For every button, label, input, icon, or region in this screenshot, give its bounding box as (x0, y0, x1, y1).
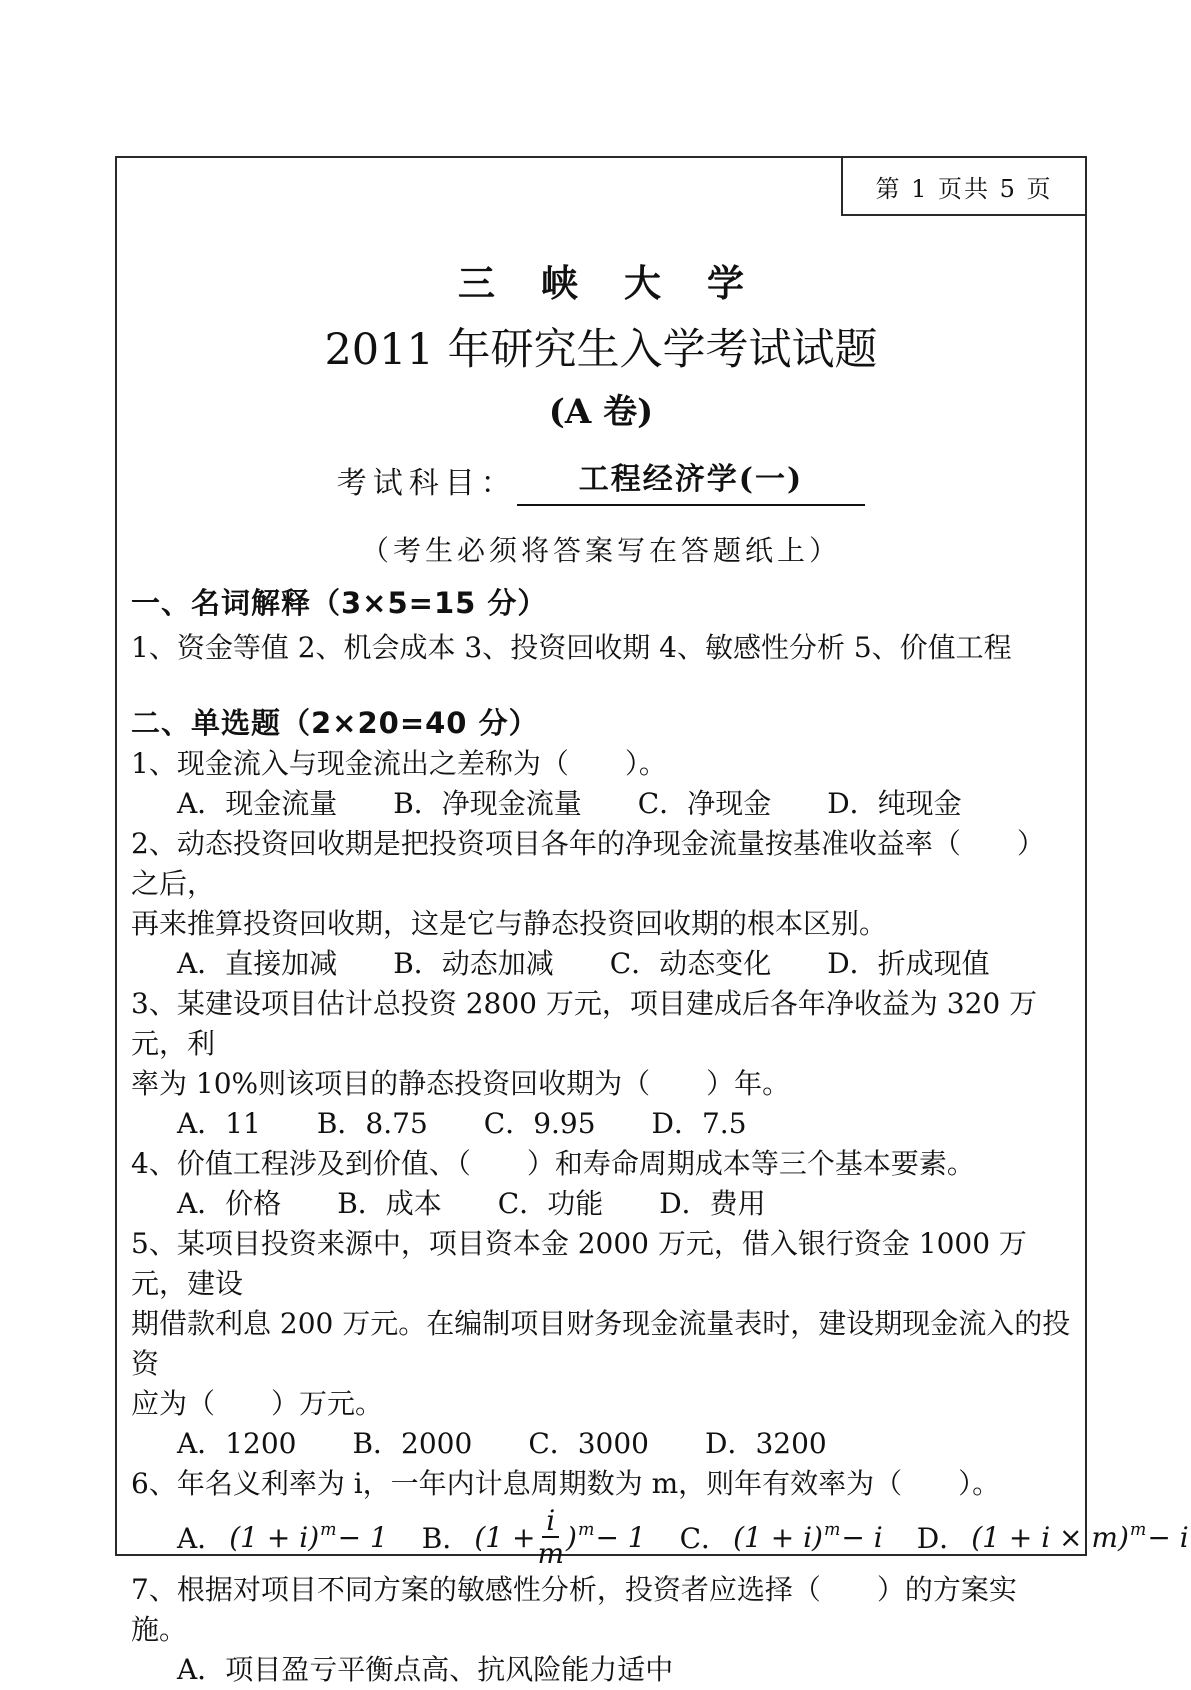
option-b-tail: − 1 (595, 1520, 646, 1554)
question-6-option-a (177, 1517, 388, 1557)
fraction-denominator: m (537, 1537, 565, 1570)
question-6-option-c (680, 1517, 883, 1557)
option-c-tail: − i (841, 1520, 883, 1554)
question-6-option-b (421, 1503, 646, 1570)
question-3-line2: 率为 10%则该项目的静态投资回收期为（ ）年。 (131, 1067, 791, 1100)
question-2-line1: 2、动态投资回收期是把投资项目各年的净现金流量按基准收益率（ ）之后， (131, 827, 1045, 900)
question-2-line2: 再来推算投资回收期，这是它与静态投资回收期的根本区别。 (131, 907, 888, 940)
university-name: 三峡大学 (458, 261, 790, 305)
question-4-options: A．价格 B．成本 C．功能 D．费用 (177, 1187, 766, 1220)
option-d-expression: (1 + i × m) (971, 1520, 1129, 1554)
section-1-heading: 一、名词解释（3×5=15 分） (131, 586, 548, 620)
option-a-label: A． (177, 1522, 226, 1555)
question-2-options: A．直接加减 B．动态加减 C．动态变化 D．折成现值 (177, 947, 990, 980)
option-d-exponent: m (1129, 1520, 1147, 1541)
subject-value: 工程经济学(一) (517, 458, 865, 506)
fraction-numerator: i (542, 1506, 559, 1538)
option-b-open: (1 + (474, 1520, 536, 1554)
option-c-label: C． (679, 1522, 730, 1555)
question-5-options: A．1200 B．2000 C．3000 D．3200 (177, 1427, 827, 1460)
section-1-terms: 1、资金等值 2、机会成本 3、投资回收期 4、敏感性分析 5、价值工程 (131, 631, 1012, 664)
page-number-text: 第 1 页共 5 页 (875, 174, 1053, 203)
question-4-text: 4、价值工程涉及到价值、（ ）和寿命周期成本等三个基本要素。 (131, 1147, 975, 1180)
question-5-line1: 5、某项目投资来源中，项目资本金 2000 万元，借入银行资金 1000 万元，建设 (131, 1227, 1027, 1300)
option-d-label: D． (916, 1522, 968, 1555)
subject-label: 考试科目： (336, 466, 517, 501)
question-5-line2: 期借款利息 200 万元。在编制项目财务现金流量表时，建设期现金流入的投资 (131, 1307, 1071, 1380)
exam-title: 2011 年研究生入学考试试题 (324, 325, 878, 375)
answer-sheet-notice: （考生必须将答案写在答题纸上） (360, 534, 841, 567)
subject-row (131, 458, 1071, 506)
option-d-tail: − i (1147, 1520, 1189, 1554)
option-a-exponent: m (320, 1520, 337, 1541)
question-3-line1: 3、某建设项目估计总投资 2800 万元，项目建成后各年净收益为 320 万元，利 (131, 987, 1038, 1060)
option-b-label: B． (421, 1522, 471, 1555)
question-1-text: 1、现金流入与现金流出之差称为（ ）。 (131, 747, 667, 780)
question-5-line3: 应为（ ）万元。 (131, 1387, 384, 1420)
option-b-exponent: m (577, 1520, 595, 1541)
question-1-options: A．现金流量 B．净现金流量 C．净现金 D．纯现金 (177, 787, 962, 820)
section-2-heading: 二、单选题（2×20=40 分） (131, 706, 539, 740)
option-c-exponent: m (823, 1520, 841, 1541)
exam-content (117, 158, 1189, 1686)
question-3-options: A．11 B．8.75 C．9.95 D．7.5 (177, 1107, 747, 1140)
exam-sheet-border (115, 156, 1189, 1686)
question-6-option-d (917, 1517, 1189, 1557)
question-7-text: 7、根据对项目不同方案的敏感性分析，投资者应选择（ ）的方案实施。 (131, 1573, 1017, 1646)
option-a-tail: − 1 (337, 1520, 388, 1554)
option-b-fraction (537, 1503, 565, 1570)
option-c-expression: (1 + i) (733, 1520, 823, 1554)
question-7-option-a: A．项目盈亏平衡点高、抗风险能力适中 (177, 1653, 674, 1686)
question-6-text: 6、年名义利率为 i，一年内计息周期数为 m，则年有效率为（ ）。 (131, 1467, 1001, 1500)
option-b-close: ) (566, 1520, 577, 1554)
paper-version-label: (A 卷) (548, 392, 654, 432)
question-6-options (131, 1503, 1189, 1570)
option-a-expression: (1 + i) (229, 1520, 320, 1554)
